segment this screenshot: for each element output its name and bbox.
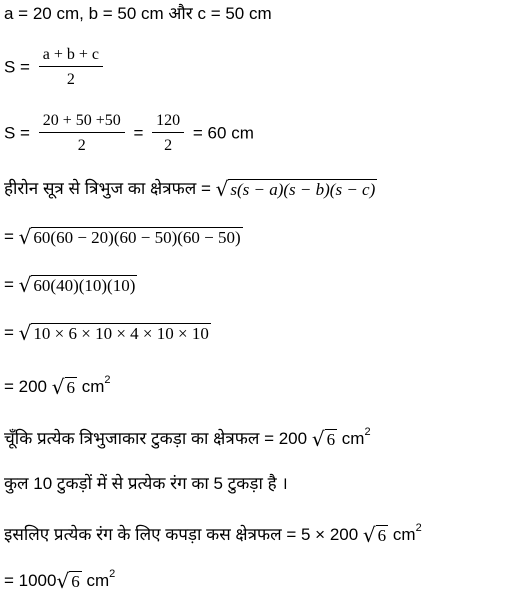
s-fraction xyxy=(39,46,103,89)
step-factor-radical xyxy=(19,322,211,344)
sqrt-sign: √ xyxy=(18,321,32,345)
s-denominator: 2 xyxy=(66,71,75,88)
sum-fraction xyxy=(39,112,125,155)
step-factor-radicand: 10 × 6 × 10 × 4 × 10 × 10 xyxy=(33,324,209,343)
piece-area xyxy=(4,424,371,450)
given-sides-text: a = 20 cm, b = 50 cm और c = 50 cm xyxy=(4,4,272,23)
step-simplify-radical xyxy=(19,274,138,296)
eq-1: = xyxy=(4,227,19,246)
step-substitute xyxy=(4,226,243,248)
sqrt-sign: √ xyxy=(362,523,376,548)
sqrt-sign: √ xyxy=(18,225,32,249)
pieces-text: कुल 10 टुकड़ों में से प्रत्येक रंग का 5 टुकड़ा है । xyxy=(4,474,288,493)
pieces-statement xyxy=(4,474,288,494)
step-simplify xyxy=(4,274,137,296)
unit: cm xyxy=(337,429,365,449)
root-six-radicand: 6 xyxy=(326,430,336,450)
unit-exponent: 2 xyxy=(415,522,422,534)
area-prefix: = 200 xyxy=(4,377,52,397)
unit: cm xyxy=(77,377,105,397)
final-result xyxy=(4,566,115,592)
root-six-radicand: 6 xyxy=(377,526,387,546)
unit-exponent: 2 xyxy=(109,568,116,580)
root-six-radicand: 6 xyxy=(66,378,75,398)
root-six-radicand: 6 xyxy=(71,572,80,592)
root-six xyxy=(52,376,77,398)
sum-denominator: 2 xyxy=(77,137,86,154)
unit: cm xyxy=(81,571,110,591)
unit: cm xyxy=(388,525,416,545)
heron-text: हीरोन सूत्र से त्रिभुज का क्षेत्रफल = xyxy=(4,179,216,198)
cloth-area xyxy=(4,520,422,546)
sqrt-sign: √ xyxy=(56,569,70,593)
s-label: S = xyxy=(4,57,35,77)
s-label-2: S = xyxy=(4,123,35,143)
sqrt-sign: √ xyxy=(18,273,32,297)
step-factor xyxy=(4,322,211,344)
semi-perimeter-value xyxy=(4,112,254,155)
s-result: = 60 cm xyxy=(192,123,254,143)
total-numerator: 120 xyxy=(152,112,184,133)
final-prefix: = 1000 xyxy=(4,571,57,591)
root-six xyxy=(312,428,337,450)
eq-2: = xyxy=(4,275,19,294)
sqrt-sign: √ xyxy=(51,375,65,400)
s-numerator: a + b + c xyxy=(39,46,103,67)
unit-exponent: 2 xyxy=(364,426,371,438)
semi-perimeter-formula xyxy=(4,46,107,89)
eq-3: = xyxy=(4,323,19,342)
piece-area-text: चूँकि प्रत्येक त्रिभुजाकार टुकड़ा का क्षेत्रफल = 200 xyxy=(4,429,312,449)
sqrt-sign: √ xyxy=(215,177,229,201)
root-six xyxy=(56,570,81,592)
sqrt-sign: √ xyxy=(311,427,325,452)
total-denominator: 2 xyxy=(164,137,173,154)
given-sides xyxy=(4,4,272,24)
area-result xyxy=(4,372,111,398)
total-fraction xyxy=(152,112,184,155)
heron-radicand: s(s − a)(s − b)(s − c) xyxy=(230,180,376,199)
step-substitute-radicand: 60(60 − 20)(60 − 50)(60 − 50) xyxy=(33,228,241,247)
heron-radical xyxy=(216,178,378,200)
cloth-area-text: इसलिए प्रत्येक रंग के लिए कपड़ा कस क्षेत्रफल = 5 × 200 xyxy=(4,525,363,545)
step-simplify-radicand: 60(40)(10)(10) xyxy=(33,276,136,295)
heron-formula xyxy=(4,178,377,200)
step-substitute-radical xyxy=(19,226,243,248)
root-six xyxy=(363,524,388,546)
sum-numerator: 20 + 50 +50 xyxy=(39,112,125,133)
unit-exponent: 2 xyxy=(104,374,111,386)
equals-sign: = xyxy=(133,123,144,143)
